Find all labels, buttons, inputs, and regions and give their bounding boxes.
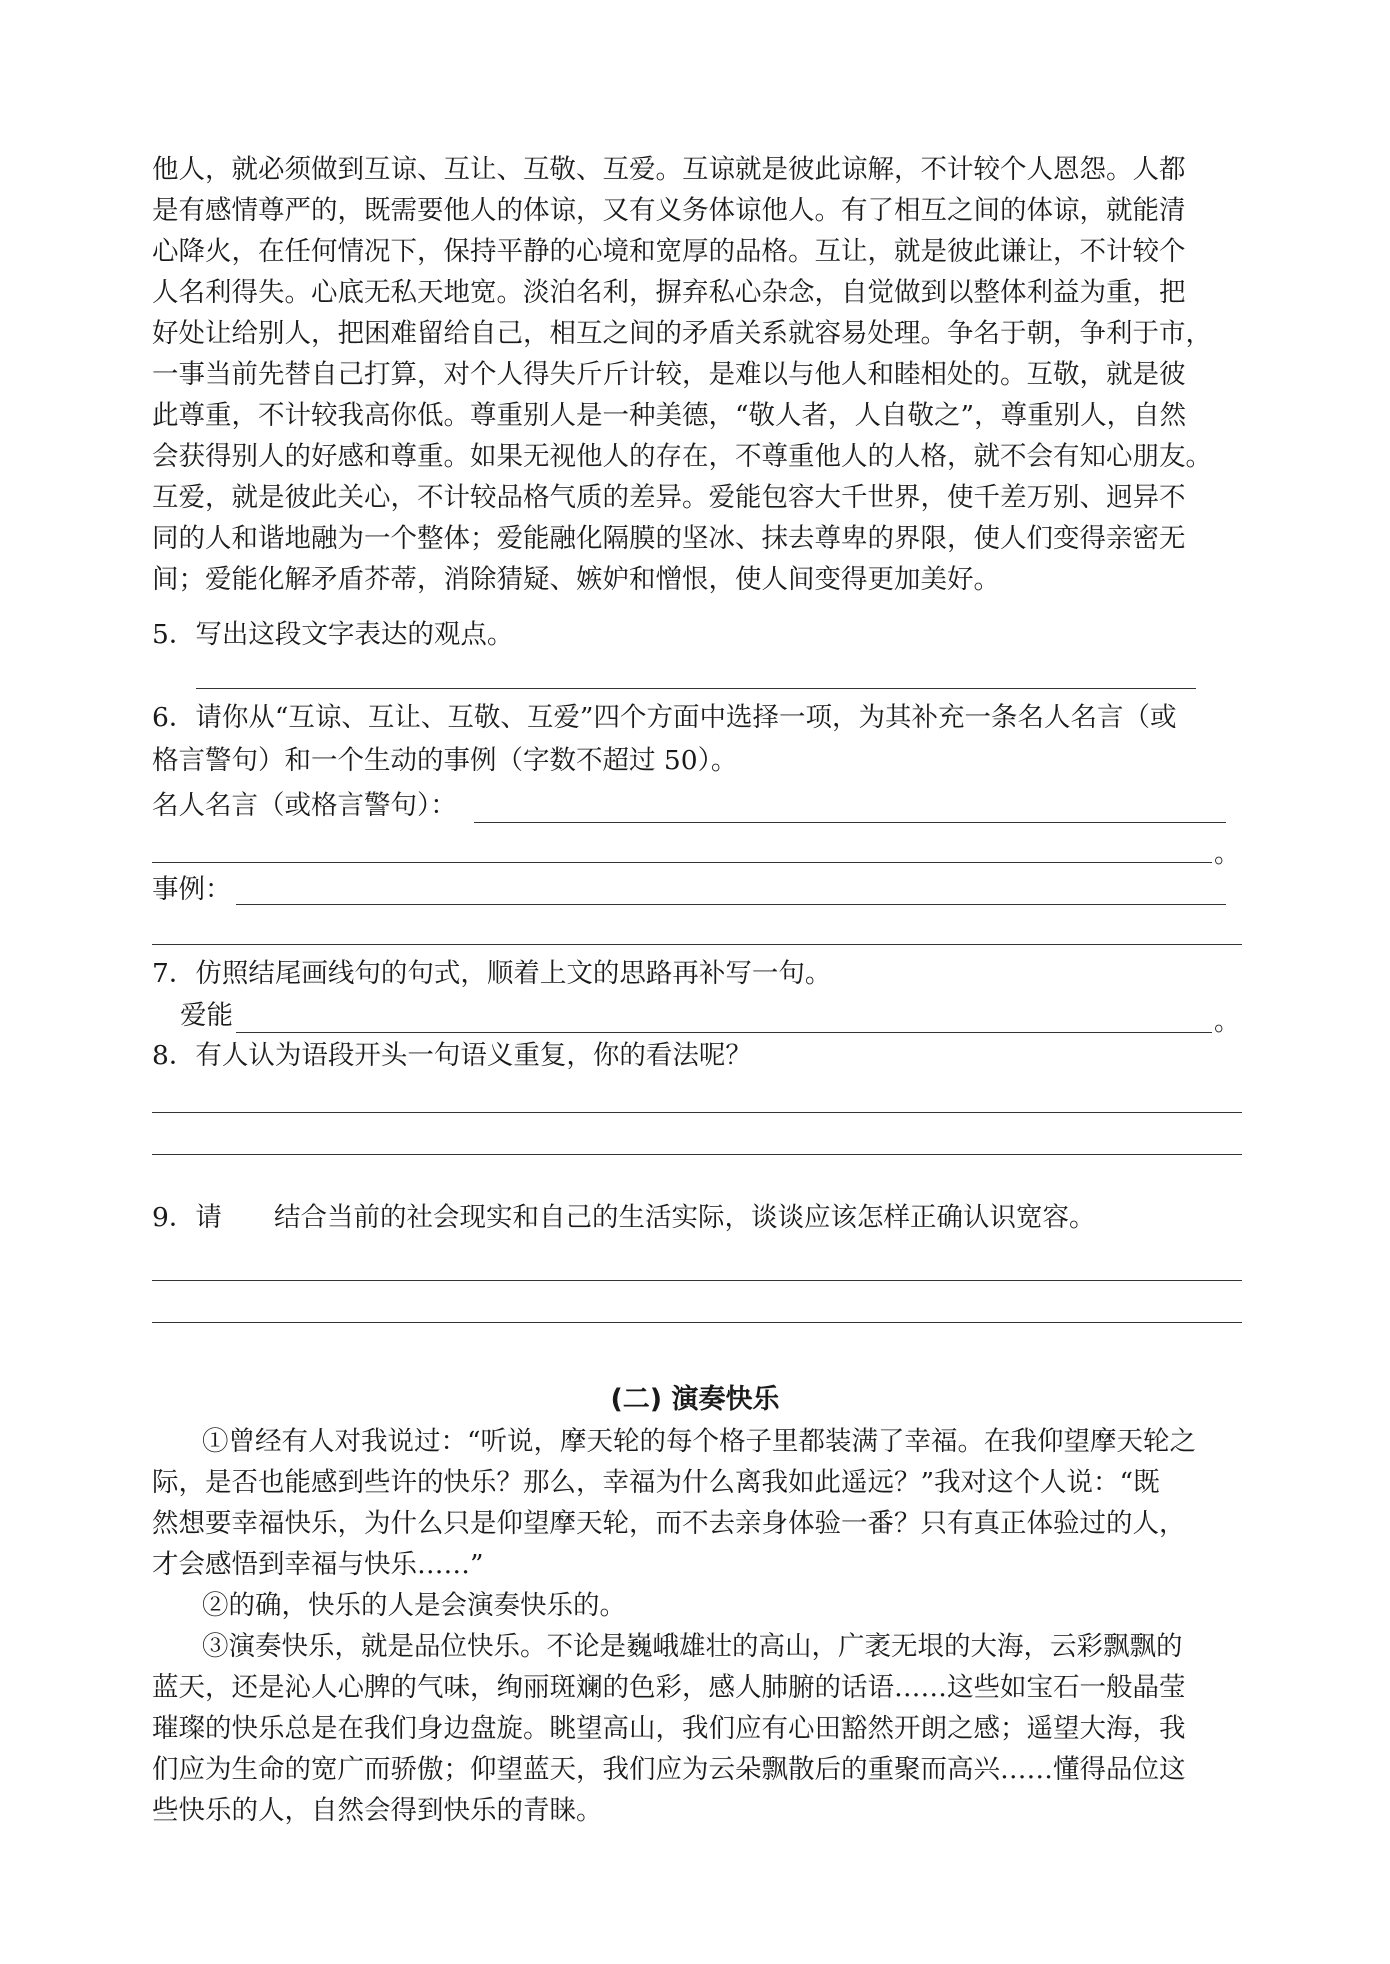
passage-line: 好处让给别人，把困难留给自己，相互之间的矛盾关系就容易处理。争名于朝，争利于市，: [152, 318, 1212, 349]
question-8: 8．有人认为语段开头一句语义重复，你的看法呢？: [152, 1040, 752, 1071]
answer-line-example[interactable]: [236, 904, 1226, 905]
question-6-cont: 格言警句）和一个生动的事例（字数不超过 50）。: [152, 745, 738, 776]
question-6: 6．请你从“互谅、互让、互敬、互爱”四个方面中选择一项，为其补充一条名人名言（或: [152, 702, 1177, 733]
question-7: 7．仿照结尾画线句的句式，顺着上文的思路再补写一句。: [152, 958, 832, 989]
question-9: 结合当前的社会现实和自己的生活实际，谈谈应该怎样正确认识宽容。: [274, 1202, 1096, 1233]
answer-line-example-2[interactable]: [152, 944, 1242, 945]
paragraph-line: ①曾经有人对我说过：“听说，摩天轮的每个格子里都装满了幸福。在我仰望摩天轮之: [202, 1426, 1197, 1457]
paragraph-line: 才会感悟到幸福与快乐……”: [152, 1549, 484, 1580]
paragraph-line: ③演奏快乐，就是品位快乐。不论是巍峨雄壮的高山，广袤无垠的大海，云彩飘飘的: [202, 1631, 1183, 1662]
paragraph-line: ②的确，快乐的人是会演奏快乐的。: [202, 1590, 626, 1621]
passage-line: 心降火，在任何情况下，保持平静的心境和宽厚的品格。互让，就是彼此谦让，不计较个: [152, 236, 1186, 267]
answer-line-q9-2[interactable]: [152, 1322, 1242, 1323]
paragraph-line: 际，是否也能感到些许的快乐？那么，幸福为什么离我如此遥远？”我对这个人说：“既: [152, 1467, 1160, 1498]
answer-line-q7[interactable]: [236, 1032, 1212, 1033]
paragraph-line: 璀璨的快乐总是在我们身边盘旋。眺望高山，我们应有心田豁然开朗之感；遥望大海，我: [152, 1713, 1186, 1744]
question-5: 5．写出这段文字表达的观点。: [152, 619, 514, 650]
paragraph-line: 蓝天，还是沁人心脾的气味，绚丽斑斓的色彩，感人肺腑的话语……这些如宝石一般晶莹: [152, 1672, 1186, 1703]
answer-line-quote[interactable]: [474, 822, 1226, 823]
paragraph-line: 然想要幸福快乐，为什么只是仰望摩天轮，而不去亲身体验一番？只有真正体验过的人，: [152, 1508, 1186, 1539]
passage-line: 人名利得失。心底无私天地宽。淡泊名利，摒弃私心杂念，自觉做到以整体利益为重，把: [152, 277, 1186, 308]
period-mark: 。: [1214, 839, 1241, 869]
passage-line: 互爱，就是彼此关心，不计较品格气质的差异。爱能包容大千世界，使千差万别、迥异不: [152, 482, 1186, 513]
paragraph-line: 们应为生命的宽广而骄傲；仰望蓝天，我们应为云朵飘散后的重聚而高兴……懂得品位这: [152, 1754, 1186, 1785]
answer-line-quote-2[interactable]: [152, 862, 1212, 863]
example-label: 事例：: [152, 874, 232, 905]
quote-label: 名人名言（或格言警句）：: [152, 790, 457, 821]
passage-line: 是有感情尊严的，既需要他人的体谅，又有义务体谅他人。有了相互之间的体谅，就能清: [152, 195, 1186, 226]
period-mark: 。: [1214, 1007, 1241, 1037]
question-9-number: 9．请: [152, 1202, 222, 1233]
answer-line-q8[interactable]: [152, 1112, 1242, 1113]
section-title: (二) 演奏快乐: [610, 1384, 780, 1415]
answer-line-q5[interactable]: [196, 688, 1196, 689]
answer-line-q9[interactable]: [152, 1280, 1242, 1281]
passage-line: 同的人和谐地融为一个整体；爱能融化隔膜的坚冰、抹去尊卑的界限，使人们变得亲密无: [152, 523, 1186, 554]
answer-line-q8-2[interactable]: [152, 1154, 1242, 1155]
paragraph-line: 些快乐的人，自然会得到快乐的青睐。: [152, 1795, 603, 1826]
passage-line: 一事当前先替自己打算，对个人得失斤斤计较，是难以与他人和睦相处的。互敬，就是彼: [152, 359, 1186, 390]
q7-prefix: 爱能: [180, 1000, 233, 1031]
passage-line: 会获得别人的好感和尊重。如果无视他人的存在，不尊重他人的人格，就不会有知心朋友。: [152, 441, 1212, 472]
passage-line: 间；爱能化解矛盾芥蒂，消除猜疑、嫉妒和憎恨，使人间变得更加美好。: [152, 564, 1000, 595]
passage-line: 此尊重，不计较我高你低。尊重别人是一种美德，“敬人者，人自敬之”，尊重别人，自然: [152, 400, 1187, 431]
passage-line: 他人，就必须做到互谅、互让、互敬、互爱。互谅就是彼此谅解，不计较个人恩怨。人都: [152, 154, 1186, 185]
